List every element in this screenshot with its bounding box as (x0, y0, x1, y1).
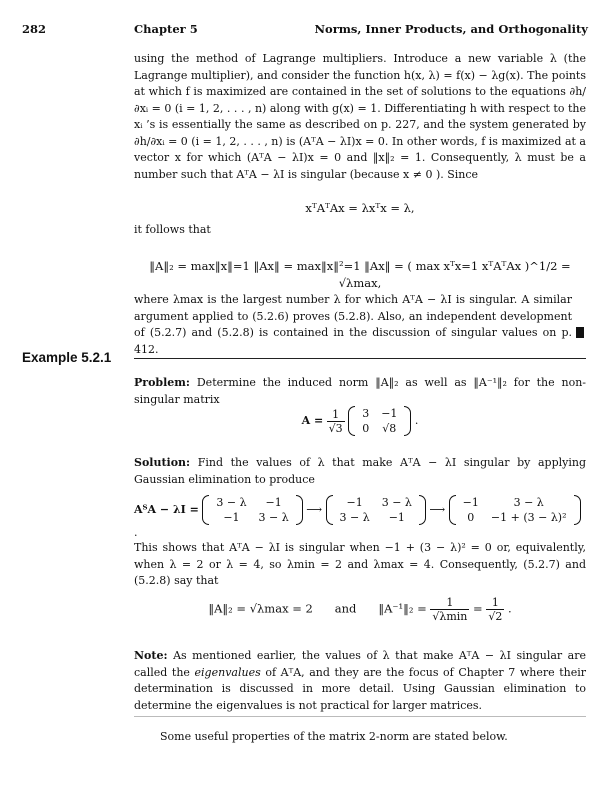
solution-statement (134, 455, 586, 488)
example-rule (134, 358, 586, 359)
where-paragraph: where λmax is the largest number λ for which AᵀA − λI is singular. A similar argument applied to (5.2.6) proves (5.2.8). Also, an independent development of (5.2.7) and (5.2.8) is contained in the discussion of singular values on p. 412. (134, 293, 572, 356)
m3-21: 0 (467, 511, 475, 524)
problem-text: Determine the induced norm ‖A‖₂ as well as ‖A⁻¹‖₂ for the non-singular matrix (134, 376, 587, 406)
m2-11: −1 (346, 496, 363, 509)
result-eq: = (473, 601, 483, 616)
equation-since: xᵀAᵀAx = λxᵀx = λ, (305, 201, 415, 215)
closing-sentence: Some useful properties of the matrix 2-norm are stated below. (160, 730, 508, 743)
solution-label: Solution: (134, 456, 191, 469)
A-11: 3 (362, 407, 370, 420)
result-frac-2 (486, 596, 504, 623)
m1-11: 3 − λ (216, 496, 247, 509)
note-paragraph (134, 648, 586, 714)
A-21: 0 (362, 422, 370, 435)
result-end: . (508, 601, 512, 616)
result-right-lhs: ‖A⁻¹‖₂ = (378, 601, 427, 616)
frac2-den: √2 (488, 610, 503, 623)
elimination-equation (134, 495, 586, 542)
m1-21: −1 (223, 511, 240, 524)
elim-lhs: AᵀA − λI = (134, 503, 199, 516)
m1-12: −1 (265, 496, 282, 509)
note-text-1: As mentioned earlier, the values of λ that make AᵀA − λI singular are called the (134, 649, 586, 679)
m3-12: 3 − λ (513, 496, 544, 509)
result-left: ‖A‖₂ = √λmax = 2 (208, 601, 313, 616)
problem-statement (134, 375, 586, 408)
note-label: Note: (134, 649, 168, 662)
elim-matrix-1 (202, 495, 302, 525)
m2-12: 3 − λ (381, 496, 412, 509)
qed-mark (576, 327, 584, 338)
equation-2-norm: ‖A‖₂ = max‖x‖=1 ‖Ax‖ = max‖x‖²=1 ‖Ax‖ = ( max xᵀx=1 xᵀAᵀAx )^1/2 = √λmax, (149, 259, 571, 290)
matrix-A-definition (134, 406, 586, 436)
solution-text: Find the values of λ that make AᵀA − λI singular by applying Gaussian elimination to produce (134, 456, 586, 486)
A-coef-num: 1 (327, 408, 345, 422)
chapter-label: Chapter 5 (134, 22, 198, 36)
example-end-rule (134, 716, 586, 717)
elim-matrix-3 (449, 495, 581, 525)
it-follows-text: it follows that (134, 223, 211, 236)
m1-22: 3 − λ (258, 511, 289, 524)
result-equation (134, 596, 586, 623)
frac1-num: 1 (430, 596, 469, 610)
frac2-num: 1 (486, 596, 504, 610)
elim-end: . (134, 526, 138, 539)
m2-22: −1 (388, 511, 405, 524)
frac1-den: √λmin (432, 610, 468, 623)
A-22: √8 (382, 422, 397, 435)
A-coefficient (327, 408, 345, 435)
matrix-A (348, 406, 411, 436)
result-frac-1 (430, 596, 469, 623)
shows-paragraph: This shows that AᵀA − λI is singular when −1 + (3 − λ)² = 0 or, equivalently, when λ = 2 or λ = 4, so λmin = 2 and λmax = 4. Consequently, (5.2.7) and (5.2.8) say that (134, 541, 586, 587)
page-number: 282 (22, 22, 47, 36)
elim-matrix-2 (326, 495, 426, 525)
example-heading (22, 350, 586, 366)
example-label: Example 5.2.1 (22, 350, 112, 365)
note-text-2: of AᵀA, and they are the focus of Chapter 7 where their determination is discussed in more detail. Using Gaussian elimination to determine the eigenvalues is not practical for larger matrices. (134, 665, 586, 712)
chapter-title: Norms, Inner Products, and Orthogonality (314, 22, 588, 36)
A-end: . (414, 414, 419, 427)
problem-label: Problem: (134, 376, 190, 389)
m3-22: −1 + (3 − λ)² (490, 511, 567, 524)
A-12: −1 (381, 407, 398, 420)
A-lhs: A = (301, 414, 324, 427)
note-eigenvalues: eigenvalues (194, 665, 261, 679)
m3-11: −1 (462, 496, 479, 509)
intro-paragraph: using the method of Lagrange multipliers. Introduce a new variable λ (the Lagrange multiplier), and consider the function h(x, λ) = f(x) − λg(x). The points at which f is maximized are contained in the set of solutions to the equations ∂h/∂xᵢ = 0 (i = 1, 2, . . . , n) along with g(x) = 1. Differentiating h with respect to the xᵢ ’s is essentially the same as described on p. 227, and the system generated by ∂h/∂xᵢ = 0 (i = 1, 2, . . . , n) is (AᵀA − λI)x = 0. In other words, f is maximized at a vector x for which (AᵀA − λI)x = 0 and ‖x‖₂ = 1. Consequently, λ must be a number such that AᵀA − λI is singular (because x ≠ 0 ). Since (134, 52, 586, 181)
result-and: and (334, 601, 357, 616)
A-coef-den: √3 (328, 421, 343, 435)
m2-21: 3 − λ (339, 511, 370, 524)
elim-arrow-2: ⟶ (429, 503, 446, 516)
elim-arrow-1: ⟶ (306, 503, 323, 516)
